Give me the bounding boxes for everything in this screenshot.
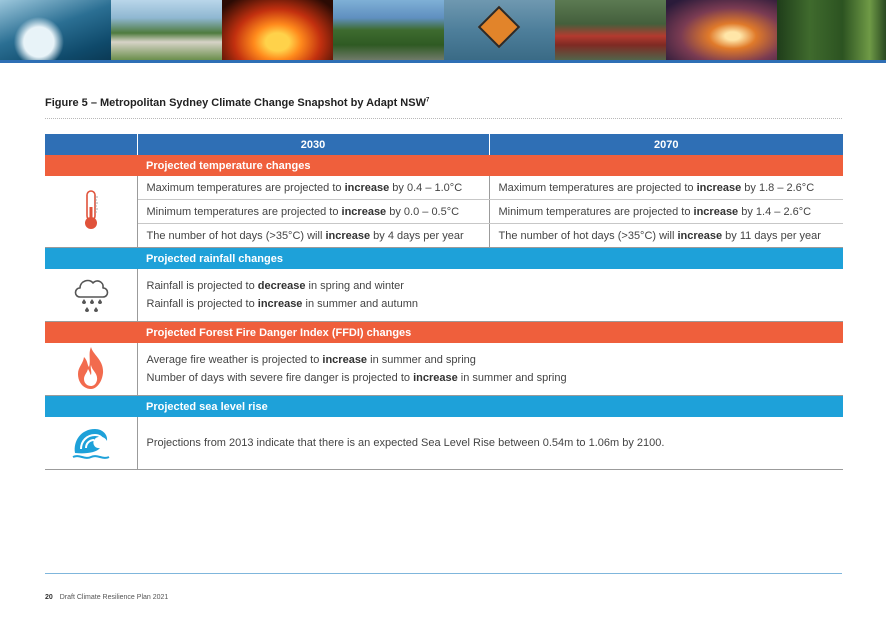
rainfall-line: Rainfall is projected to increase in summer and autumn xyxy=(146,298,418,310)
sea-level-projection-text: Projections from 2013 indicate that there is an expected Sea Level Rise between 0.54m to 1.06m by 2100. xyxy=(137,417,843,470)
column-header-2070: 2070 xyxy=(489,134,843,155)
banner-divider xyxy=(0,60,886,63)
table-row xyxy=(45,224,843,248)
header-blank-cell xyxy=(45,134,137,155)
temp-2030-cell: Maximum temperatures are projected to increase by 0.4 – 1.0°C xyxy=(137,176,489,200)
section-header-ffdi: Projected Forest Fire Danger Index (FFDI) changes xyxy=(45,322,843,344)
document-title: Draft Climate Resilience Plan 2021 xyxy=(59,594,169,601)
thermometer-icon xyxy=(82,189,100,231)
storm-damage-photo xyxy=(555,0,666,60)
wave-photo xyxy=(0,0,111,60)
fire-line: Average fire weather is projected to increase in summer and spring xyxy=(146,354,476,366)
bushfire-photo xyxy=(222,0,333,60)
table-header-row xyxy=(45,134,843,155)
vertical-garden-photo xyxy=(333,0,444,60)
temp-2070-cell: Minimum temperatures are projected to increase by 1.4 – 2.6°C xyxy=(489,200,843,224)
footnote-marker: 7 xyxy=(425,97,430,104)
fire-line: Number of days with severe fire danger is projected to increase in summer and spring xyxy=(146,372,567,384)
temp-2030-cell: The number of hot days (>35°C) will increase by 4 days per year xyxy=(137,224,489,248)
title-divider xyxy=(45,118,842,119)
fire-projection-text xyxy=(137,343,843,396)
climate-snapshot-table xyxy=(45,134,843,470)
page-number: 20 xyxy=(45,594,53,601)
section-header-temperature: Projected temperature changes xyxy=(45,155,843,176)
rainforest-photo xyxy=(777,0,886,60)
table-row xyxy=(45,200,843,224)
page-footer xyxy=(45,594,168,601)
temperature-icon-cell xyxy=(45,176,137,248)
temp-2070-cell: The number of hot days (>35°C) will increase by 11 days per year xyxy=(489,224,843,248)
table-row xyxy=(45,176,843,200)
flood-sign-photo xyxy=(444,0,555,60)
table-row xyxy=(45,269,843,322)
section-header-sea-level: Projected sea level rise xyxy=(45,396,843,418)
temp-2070-cell: Maximum temperatures are projected to increase by 1.8 – 2.6°C xyxy=(489,176,843,200)
footer-divider xyxy=(45,573,842,574)
header-photo-banner xyxy=(0,0,886,60)
rainfall-line: Rainfall is projected to decrease in spring and winter xyxy=(146,280,404,292)
section-header-rainfall: Projected rainfall changes xyxy=(45,248,843,270)
lightning-photo xyxy=(666,0,777,60)
temp-2030-cell: Minimum temperatures are projected to increase by 0.0 – 0.5°C xyxy=(137,200,489,224)
wave-icon xyxy=(71,423,111,461)
figure-title: Figure 5 – Metropolitan Sydney Climate Change Snapshot by Adapt NSW$^7$ xyxy=(45,97,430,109)
house-photo xyxy=(111,0,222,60)
fire-icon-cell xyxy=(45,343,137,396)
table-row xyxy=(45,343,843,396)
column-header-2030: 2030 xyxy=(137,134,489,155)
flame-icon xyxy=(74,345,108,391)
table-row xyxy=(45,417,843,470)
rain-cloud-icon xyxy=(71,273,111,315)
rainfall-projection-text xyxy=(137,269,843,322)
sea-icon-cell xyxy=(45,417,137,470)
rainfall-icon-cell xyxy=(45,269,137,322)
